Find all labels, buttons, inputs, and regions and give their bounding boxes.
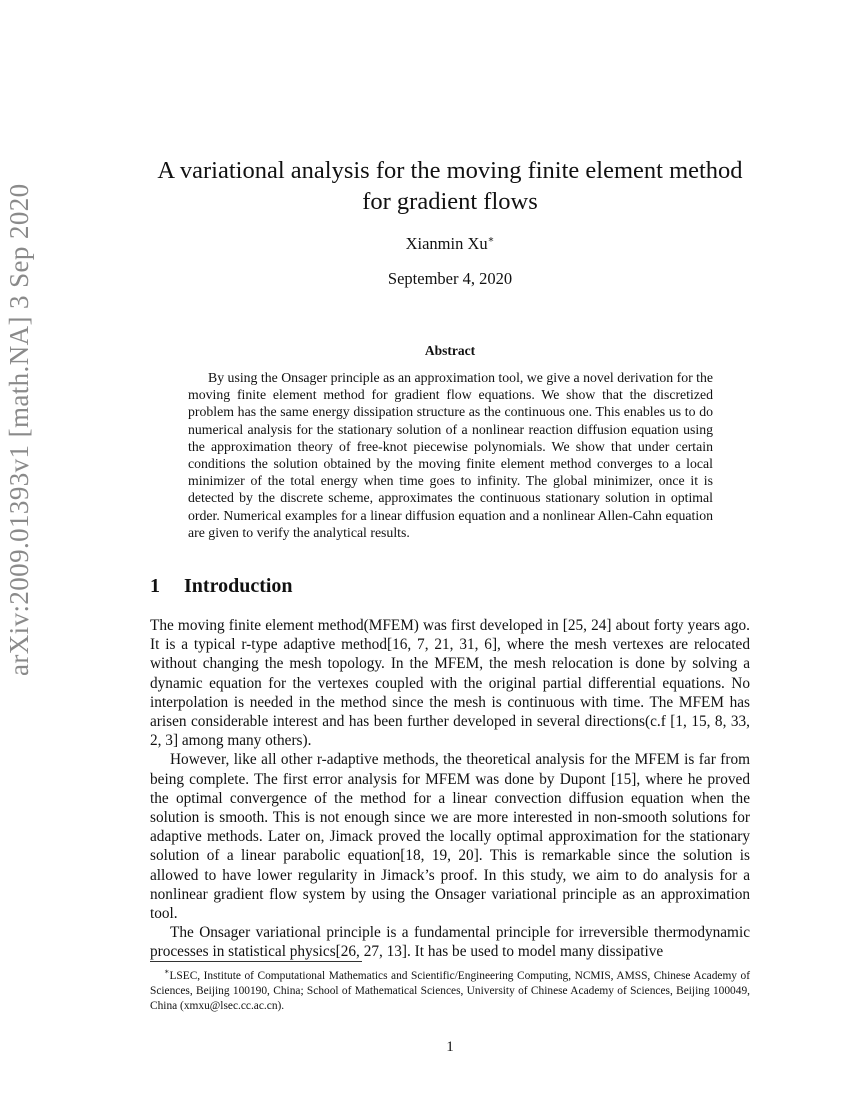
paragraph: However, like all other r-adaptive methods, the theoretical analysis for the MFEM is far from being complete. The first error analysis for MFEM was done by Dupont [15], where he proved the optimal convergence of the method for a linear convection diffusion equation when the solution is smooth. This is not enough since we are more interested in non-smooth solutions for adaptive methods. Later on, Jimack proved the locally optimal approximation for the stationary solution of a linear parabolic equation[18, 19, 20]. This is remarkable since the solution is allowed to have lower regularity in Jimack’s proof. In this study, we aim to do analysis for a nonlinear gradient flow system by using the Onsager variational principle as an approximation tool. — [150, 751, 750, 923]
section-heading — [150, 575, 293, 598]
body-text — [150, 616, 750, 962]
paragraph: The Onsager variational principle is a fundamental principle for irreversible thermodynamic processes in statistical physics[26, 27, 13]. It has be used to model many dissipative — [150, 924, 750, 961]
abstract-heading: Abstract — [424, 343, 476, 358]
paragraph: The moving finite element method(MFEM) was first developed in [25, 24] about forty years ago. It is a typical r-type adaptive method[16, 7, 21, 31, 6], where the mesh vertexes are relocated without changing the mesh topology. In the MFEM, the mesh relocation is done by solving a dynamic equation for the vertexes coupled with the original partial differential equations. No interpolation is needed in the method since the mesh is continuous with time. The MFEM has arisen considerable interest and has been further developed in several directions(c.f [1, 15, 8, 33, 2, 3] among many others). — [150, 617, 750, 750]
footnote — [150, 964, 750, 1014]
author — [150, 234, 750, 254]
footnote-mark: ∗ — [164, 967, 170, 976]
footnote-text: LSEC, Institute of Computational Mathematics and Scientific/Engineering Computing, NCMIS, AMSS, Chinese Academy of Sciences, Beijing 100190, China; School of Mathematical Sciences, University of Chinese Academy of Sciences, Beijing 100049, China (xmxu@lsec.cc.ac.cn). — [150, 969, 750, 1012]
section-title: Introduction — [184, 575, 293, 597]
footnote-rule — [150, 961, 362, 962]
page-number: 1 — [446, 1039, 454, 1055]
section-number: 1 — [150, 575, 160, 597]
author-name: Xianmin Xu — [405, 234, 488, 253]
abstract-text: By using the Onsager principle as an approximation tool, we give a novel derivation for the moving finite element method for gradient flow equations. We show that the discretized problem has the same energy dissipation structure as the continuous one. This enables us to do numerical analysis for the stationary solution of a nonlinear reaction diffusion equation using the approximation theory of free-knot piecewise polynomials. We show that under certain conditions the solution obtained by the moving finite element method converges to a local minimizer of the total energy when time goes to infinity. The global minimizer, once it is detected by the discrete scheme, approximates the continuous stationary solution in optimal order. Numerical examples for a linear diffusion equation and a nonlinear Allen-Cahn equation are given to verify the analytical results. — [188, 370, 713, 540]
author-footnote-mark: ∗ — [487, 234, 495, 246]
paper-title: A variational analysis for the moving finite element method for gradient flows — [157, 157, 743, 215]
arxiv-identifier-stamp: arXiv:2009.01393v1 [math.NA] 3 Sep 2020 — [4, 183, 34, 676]
publication-date: September 4, 2020 — [387, 269, 513, 288]
